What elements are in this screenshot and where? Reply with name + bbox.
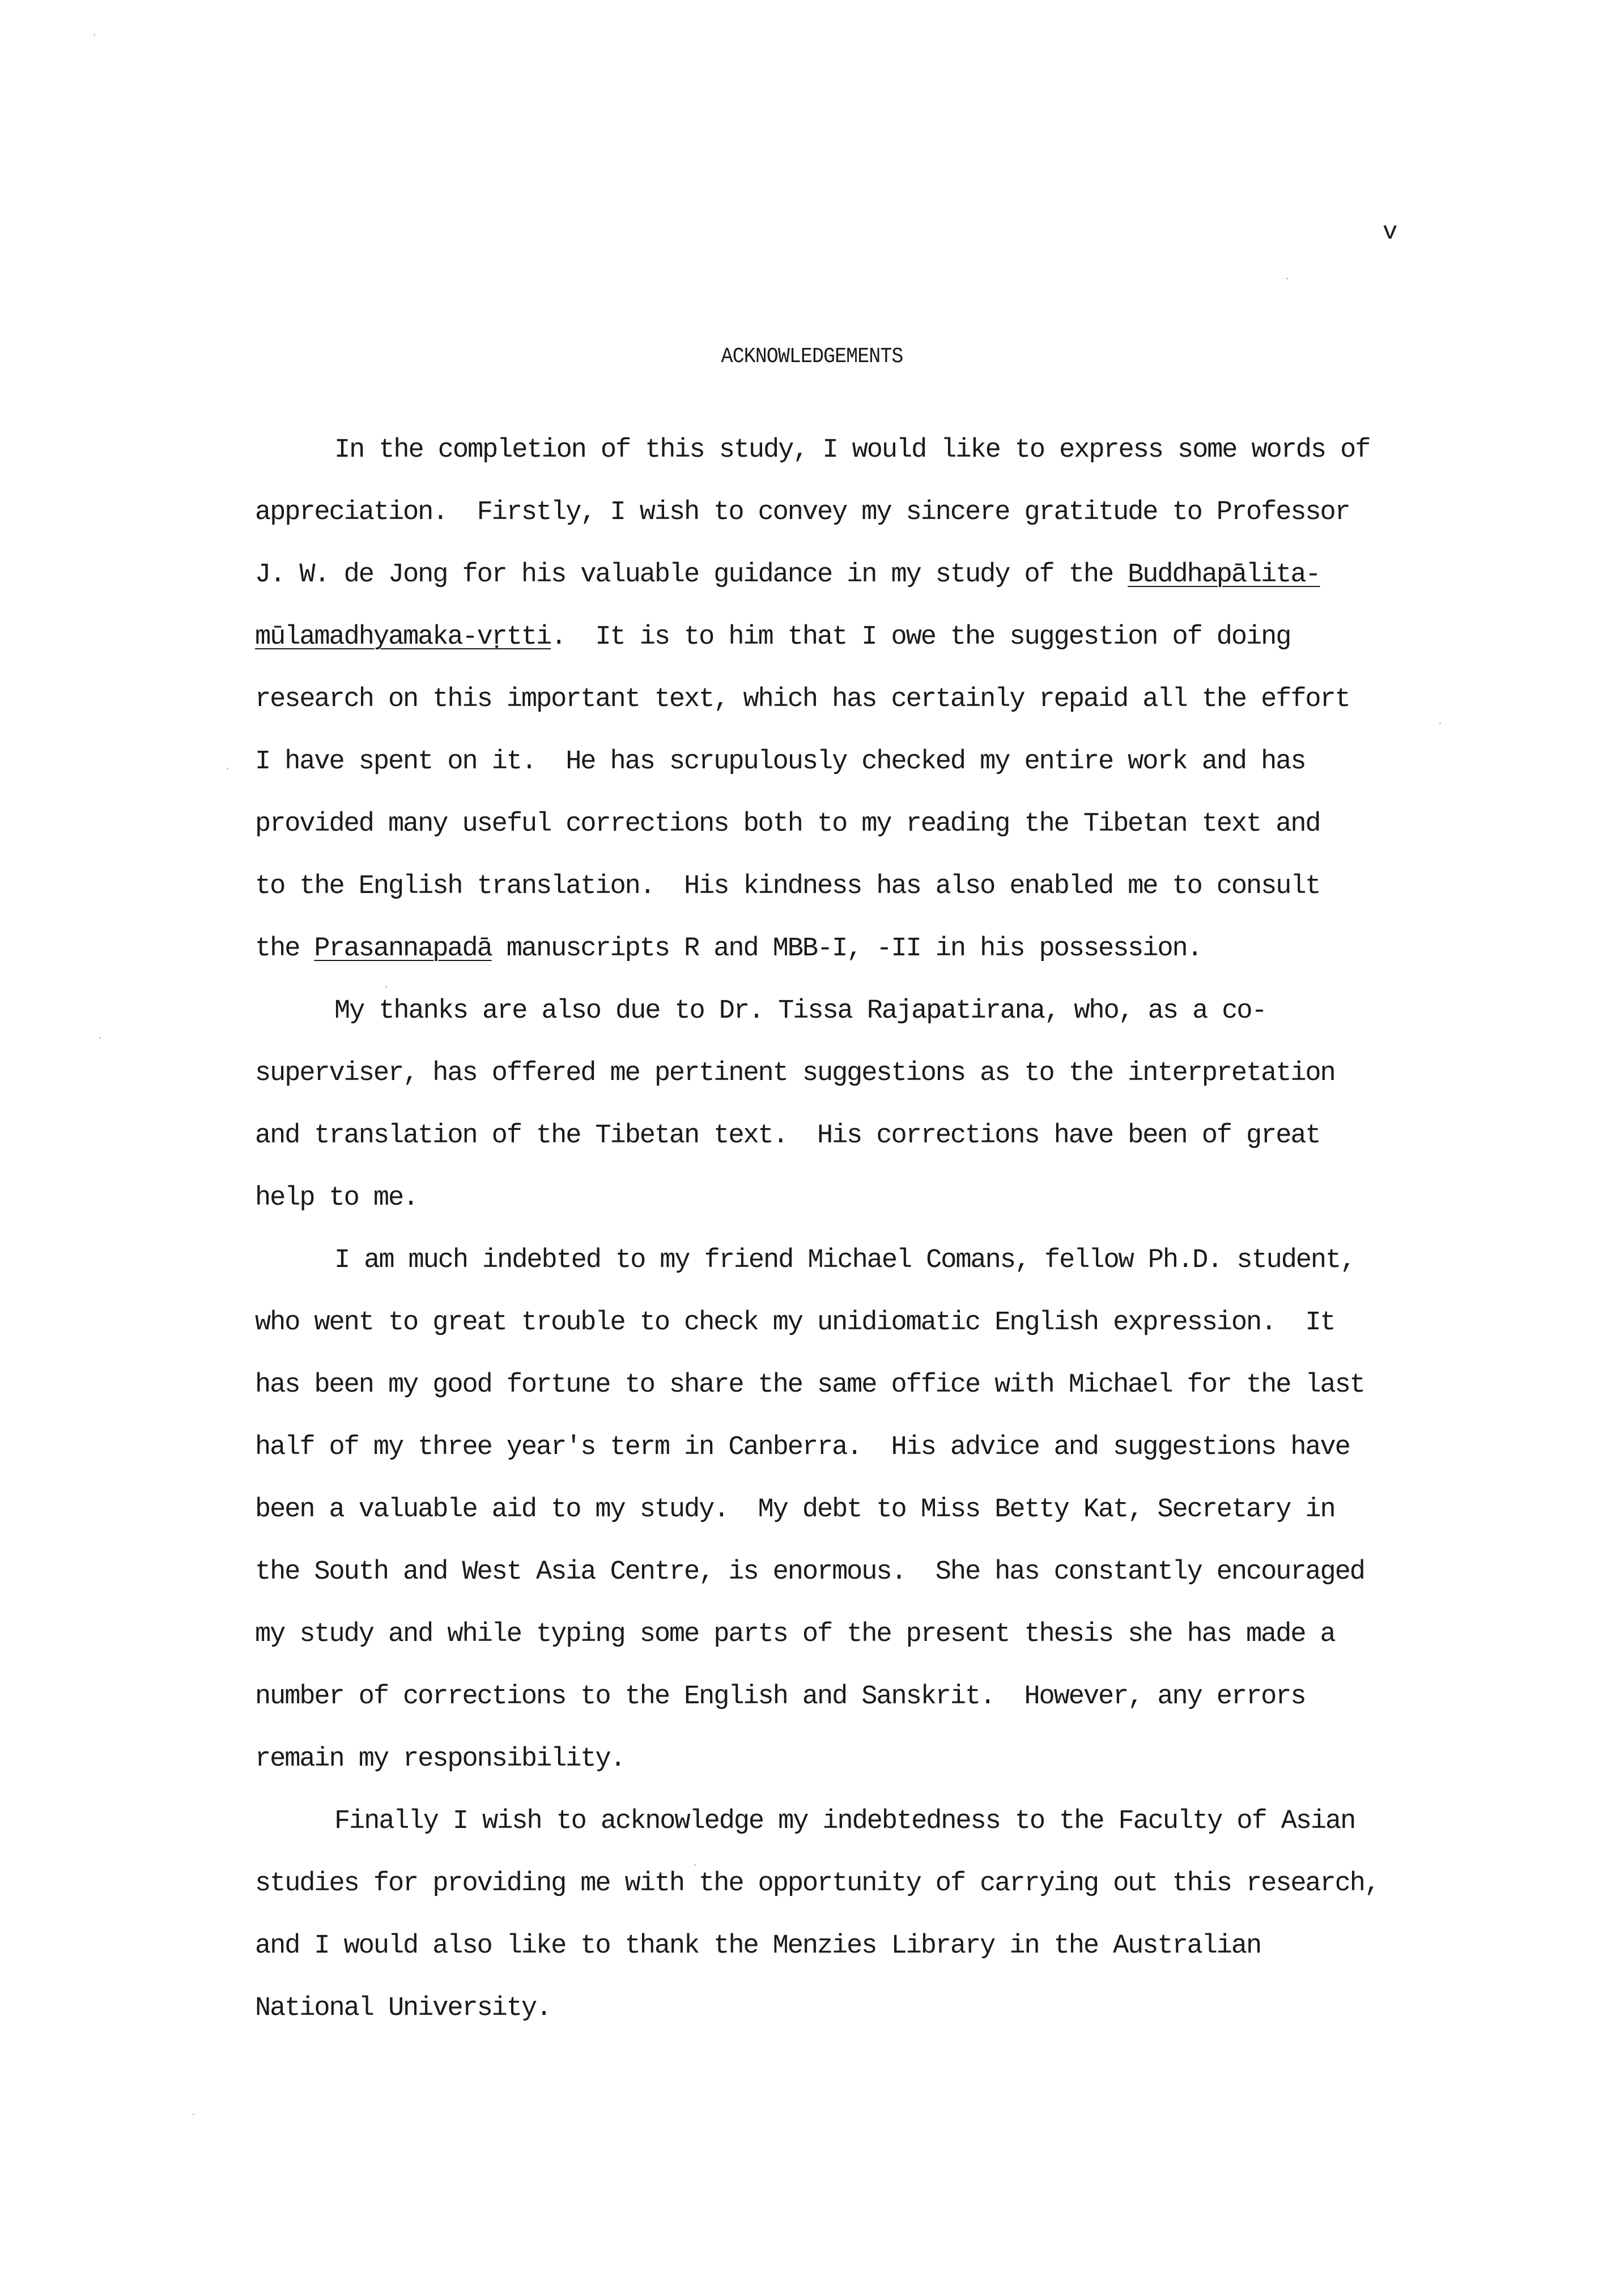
scan-speck [193, 2114, 194, 2115]
paragraph-1-line-9-end: manuscripts R and MBB-I, -II in his possession. [491, 934, 1202, 964]
paragraph-3-line-1: I am much indebted to my friend Michael Comans, fellow Ph.D. student, [334, 1245, 1355, 1275]
page-number: v [1383, 218, 1398, 246]
paragraph-1-line-8: to the English translation. His kindness has also enabled me to consult [255, 871, 1320, 902]
paragraph-2-line-1: My thanks are also due to Dr. Tissa Rajapatirana, who, as a co- [334, 996, 1266, 1026]
scan-speck [1439, 722, 1441, 724]
paragraph-1-line-3-text: J. W. de Jong for his valuable guidance in my study of the [255, 560, 1128, 590]
paragraph-1-line-4 [255, 620, 1290, 654]
paragraph-3-line-4: half of my three year's term in Canberra. His advice and suggestions have [255, 1432, 1350, 1462]
paragraph-3-line-3: has been my good fortune to share the same office with Michael for the last [255, 1370, 1364, 1400]
scan-speck [227, 768, 228, 769]
paragraph-3-line-6: the South and West Asia Centre, is enormous. She has constantly encouraged [255, 1557, 1364, 1587]
paragraph-4-line-4: National University. [255, 1993, 551, 2023]
scan-speck [385, 986, 387, 988]
paragraph-1-line-3 [255, 558, 1320, 592]
paragraph-3-line-9: remain my responsibility. [255, 1744, 625, 1774]
paragraph-1-line-9 [255, 932, 1202, 966]
paragraph-4-line-3: and I would also like to thank the Menzies Library in the Australian [255, 1931, 1261, 1961]
title-mulamadhyamaka-vrtti: mūlamadhyamaka-vṛtti [255, 622, 551, 652]
paragraph-1-line-9-start: the [255, 934, 314, 964]
paragraph-3-line-7: my study and while typing some parts of the present thesis she has made a [255, 1619, 1335, 1649]
paragraph-1-line-1: In the completion of this study, I would like to express some words of [334, 435, 1370, 465]
paragraph-1-line-6: I have spent on it. He has scrupulously checked my entire work and has [255, 747, 1306, 777]
paragraph-4-line-1: Finally I wish to acknowledge my indebtedness to the Faculty of Asian [334, 1806, 1355, 1836]
page-title: ACKNOWLEDGEMENTS [721, 345, 903, 369]
paragraph-4-line-2: studies for providing me with the opportunity of carrying out this research, [255, 1869, 1379, 1899]
paragraph-3-line-5: been a valuable aid to my study. My debt to Miss Betty Kat, Secretary in [255, 1495, 1335, 1525]
title-prasannapada: Prasannapadā [314, 934, 492, 964]
paragraph-1-line-7: provided many useful corrections both to my reading the Tibetan text and [255, 809, 1320, 839]
scan-speck [99, 1037, 101, 1039]
title-buddhapalita: Buddhapālita- [1128, 560, 1320, 590]
scan-speck [694, 1864, 696, 1866]
paragraph-1-line-2: appreciation. Firstly, I wish to convey my sincere gratitude to Professor [255, 498, 1350, 528]
paragraph-3-line-8: number of corrections to the English and Sanskrit. However, any errors [255, 1682, 1306, 1712]
paragraph-1-line-5: research on this important text, which has certainly repaid all the effort [255, 684, 1350, 715]
scan-speck [1286, 278, 1288, 279]
paragraph-3-line-2: who went to great trouble to check my unidiomatic English expression. It [255, 1308, 1335, 1338]
paragraph-2-line-2: superviser, has offered me pertinent suggestions as to the interpretation [255, 1058, 1335, 1089]
scan-speck [93, 34, 95, 36]
paragraph-1-line-4-text: . It is to him that I owe the suggestion of doing [551, 622, 1291, 652]
paragraph-2-line-3: and translation of the Tibetan text. His corrections have been of great [255, 1121, 1320, 1151]
paragraph-2-line-4: help to me. [255, 1183, 418, 1213]
